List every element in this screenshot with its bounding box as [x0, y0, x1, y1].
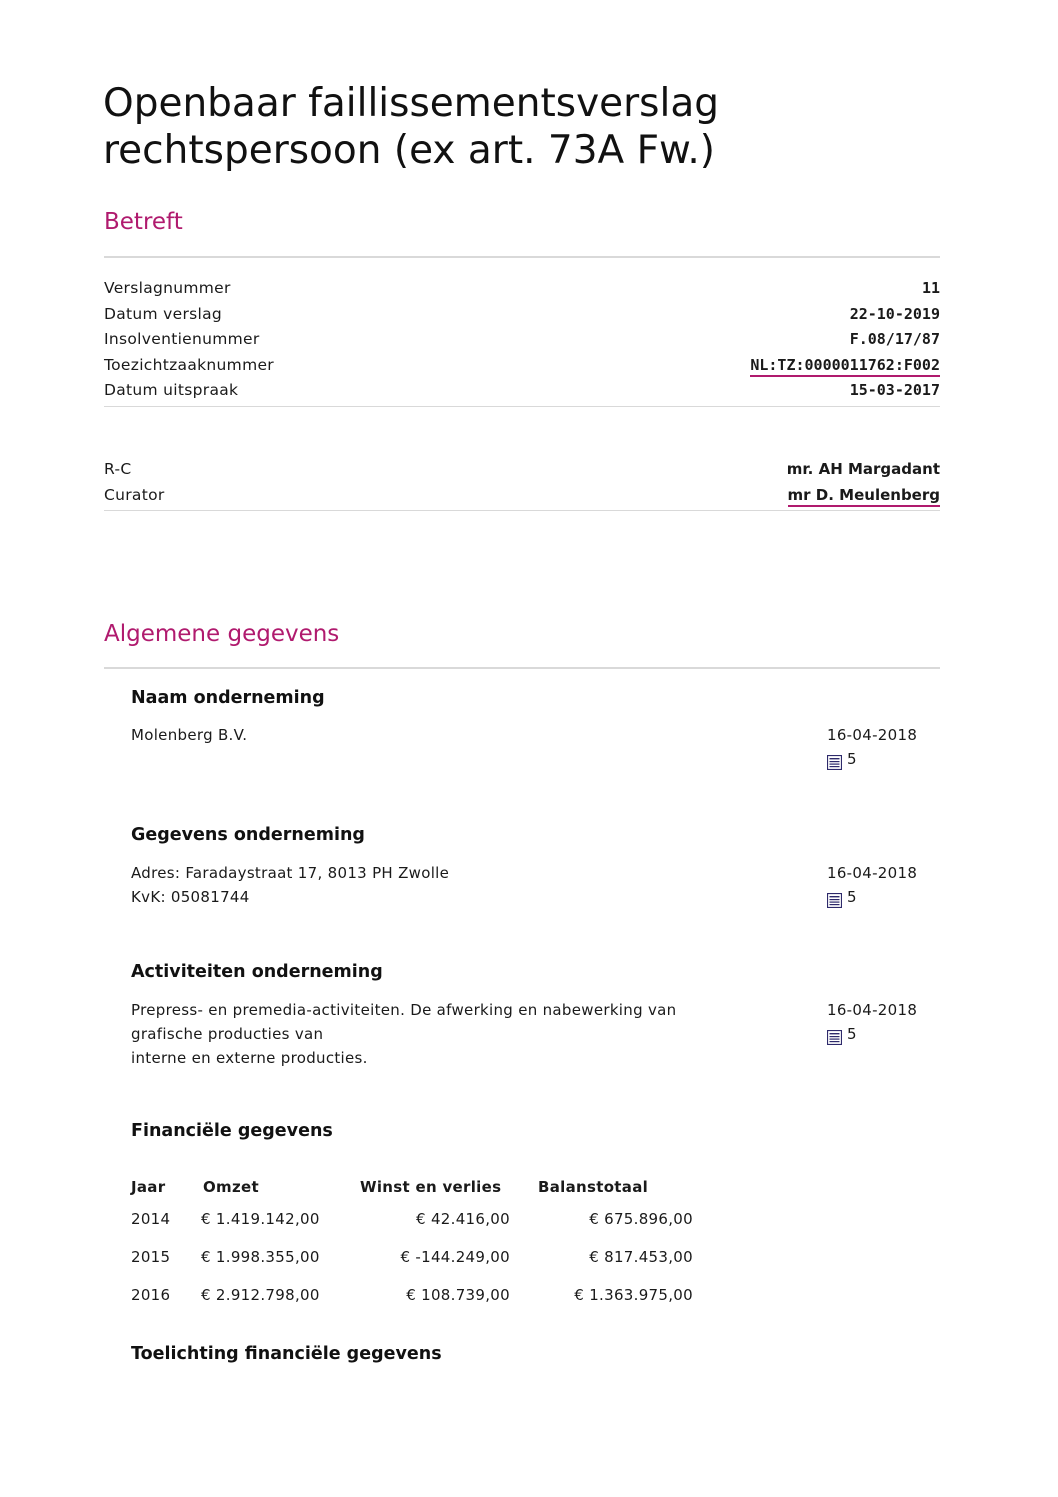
text-line: grafische producties van — [131, 1025, 324, 1043]
divider — [104, 406, 940, 407]
column-header-omzet: Omzet — [203, 1178, 259, 1196]
meta-gegevens-onderneming — [827, 861, 937, 909]
text-line: Prepress- en premedia-activiteiten. De afwerking en nabewerking van — [131, 1001, 677, 1019]
value-insolventienummer: F.08/17/87 — [849, 330, 940, 348]
cell-omzet: € 1.998.355,00 — [201, 1248, 320, 1266]
cell-winst: € -144.249,00 — [400, 1248, 510, 1266]
report-ref-number: 5 — [847, 888, 857, 906]
label-toezichtzaaknummer: Toezichtzaaknummer — [104, 355, 274, 374]
value-verslagnummer: 11 — [921, 279, 940, 297]
betreft-table-2 — [104, 460, 940, 511]
divider — [104, 510, 940, 511]
cell-omzet: € 1.419.142,00 — [201, 1210, 320, 1228]
cell-winst: € 42.416,00 — [416, 1210, 510, 1228]
label-datum-verslag: Datum verslag — [104, 304, 223, 323]
divider — [104, 667, 940, 669]
text-naam-onderneming: Molenberg B.V. — [131, 726, 248, 744]
row-verslagnummer — [104, 279, 940, 305]
betreft-table — [104, 279, 940, 407]
document-icon — [827, 1030, 842, 1045]
document-icon — [827, 893, 842, 908]
label-insolventienummer: Insolventienummer — [104, 330, 260, 348]
heading-financiele-gegevens: Financiële gegevens — [131, 1121, 333, 1141]
table-header-row — [131, 1178, 693, 1200]
value-datum-verslag: 22-10-2019 — [849, 304, 940, 323]
text-kvk: KvK: 05081744 — [131, 888, 250, 906]
report-ref-number: 5 — [847, 1025, 857, 1043]
table-row — [131, 1276, 693, 1314]
report-reference-link[interactable] — [827, 747, 937, 771]
heading-gegevens-onderneming: Gegevens onderneming — [131, 825, 365, 845]
report-reference-link[interactable] — [827, 885, 937, 909]
heading-toelichting-financiele-gegevens: Toelichting financiële gegevens — [131, 1344, 442, 1364]
label-datum-uitspraak: Datum uitspraak — [104, 381, 239, 399]
label-rc: R-C — [104, 460, 132, 478]
cell-jaar: 2014 — [131, 1210, 171, 1228]
cell-balans: € 1.363.975,00 — [574, 1286, 693, 1304]
meta-activiteiten-onderneming — [827, 998, 937, 1046]
cell-balans: € 817.453,00 — [589, 1248, 693, 1266]
section-heading-algemene-gegevens: Algemene gegevens — [104, 621, 340, 647]
cell-omzet: € 2.912.798,00 — [201, 1286, 320, 1304]
text-gegevens-onderneming — [131, 861, 751, 909]
report-reference-link[interactable] — [827, 1022, 937, 1046]
link-curator[interactable]: mr D. Meulenberg — [788, 486, 940, 507]
text-adres: Adres: Faradaystraat 17, 8013 PH Zwolle — [131, 864, 450, 882]
column-header-winst-en-verlies: Winst en verlies — [360, 1178, 502, 1196]
column-header-jaar: Jaar — [131, 1178, 166, 1196]
document-icon — [827, 755, 842, 770]
column-header-balanstotaal: Balanstotaal — [538, 1178, 649, 1196]
row-rc — [104, 460, 940, 486]
cell-jaar: 2016 — [131, 1286, 171, 1304]
meta-date: 16-04-2018 — [827, 1001, 918, 1019]
value-datum-uitspraak: 15-03-2017 — [849, 381, 940, 399]
link-toezichtzaaknummer[interactable]: NL:TZ:0000011762:F002 — [750, 356, 940, 377]
page-title — [103, 80, 943, 174]
financial-table — [131, 1178, 693, 1314]
divider — [104, 256, 940, 258]
text-line: interne en externe producties. — [131, 1049, 368, 1067]
section-heading-betreft: Betreft — [104, 209, 183, 235]
heading-naam-onderneming: Naam onderneming — [131, 688, 325, 708]
cell-winst: € 108.739,00 — [406, 1286, 510, 1304]
table-row — [131, 1238, 693, 1276]
text-activiteiten-onderneming — [131, 998, 751, 1070]
row-insolventienummer — [104, 330, 940, 356]
title-line-2: rechtspersoon (ex art. 73A Fw.) — [103, 128, 715, 173]
value-rc: mr. AH Margadant — [786, 460, 940, 478]
label-curator: Curator — [104, 485, 165, 504]
row-datum-verslag — [104, 305, 940, 331]
cell-balans: € 675.896,00 — [589, 1210, 693, 1228]
row-curator — [104, 486, 940, 512]
label-verslagnummer: Verslagnummer — [104, 279, 231, 297]
report-ref-number: 5 — [847, 750, 857, 768]
title-line-1: Openbaar faillissementsverslag — [103, 81, 719, 126]
table-row — [131, 1200, 693, 1238]
cell-jaar: 2015 — [131, 1248, 171, 1266]
meta-date: 16-04-2018 — [827, 726, 918, 744]
heading-activiteiten-onderneming: Activiteiten onderneming — [131, 962, 383, 982]
row-toezichtzaaknummer — [104, 356, 940, 382]
row-datum-uitspraak — [104, 381, 940, 407]
meta-date: 16-04-2018 — [827, 864, 918, 882]
meta-naam-onderneming — [827, 723, 937, 771]
